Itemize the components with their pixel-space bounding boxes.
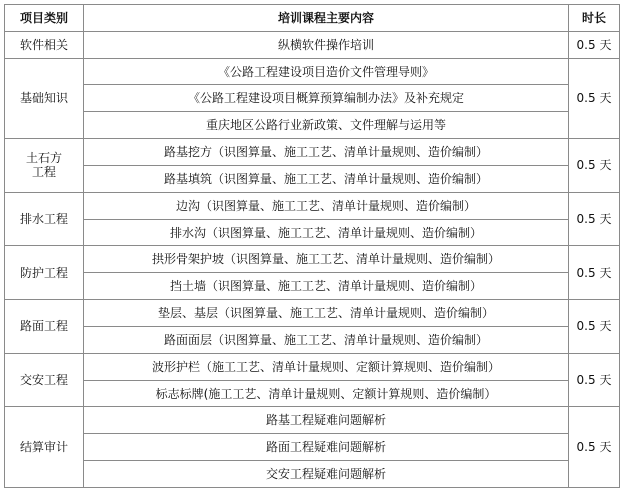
table-row: [5, 300, 620, 327]
content-cell: 纵横软件操作培训: [84, 31, 569, 58]
header-content: 培训课程主要内容: [84, 5, 569, 32]
category-cell: [5, 139, 84, 193]
table-row: [5, 434, 620, 461]
table-row: [5, 139, 620, 166]
content-cell: 路面面层（识图算量、施工工艺、清单计量规则、造价编制）: [84, 326, 569, 353]
category-cell: 路面工程: [5, 300, 84, 354]
category-cell: 防护工程: [5, 246, 84, 300]
duration-cell: 0.5 天: [569, 407, 620, 488]
content-cell: 《公路工程建设项目造价文件管理导则》: [84, 58, 569, 85]
content-cell: 标志标牌(施工工艺、清单计量规则、定额计算规则、造价编制）: [84, 380, 569, 407]
duration-cell: 0.5 天: [569, 353, 620, 407]
table-row: [5, 165, 620, 192]
duration-cell: 0.5 天: [569, 31, 620, 58]
category-line: 工程: [31, 165, 56, 180]
table-row: [5, 112, 620, 139]
content-cell: 路面工程疑难问题解析: [84, 434, 569, 461]
table-row: [5, 219, 620, 246]
content-cell: 路基挖方（识图算量、施工工艺、清单计量规则、造价编制）: [84, 139, 569, 166]
content-cell: 路基工程疑难问题解析: [84, 407, 569, 434]
table-row: [5, 246, 620, 273]
duration-cell: 0.5 天: [569, 58, 620, 138]
content-cell: 重庆地区公路行业新政策、文件理解与运用等: [84, 112, 569, 139]
table-row: [5, 273, 620, 300]
duration-cell: 0.5 天: [569, 139, 620, 193]
content-cell: 排水沟（识图算量、施工工艺、清单计量规则、造价编制）: [84, 219, 569, 246]
content-cell: 交安工程疑难问题解析: [84, 461, 569, 488]
category-line: 土石方: [25, 151, 62, 166]
training-course-table: [4, 4, 620, 488]
category-cell: 交安工程: [5, 353, 84, 407]
duration-cell: 0.5 天: [569, 300, 620, 354]
header-duration: 时长: [569, 5, 620, 32]
duration-cell: 0.5 天: [569, 246, 620, 300]
table-row: [5, 31, 620, 58]
content-cell: 挡土墙（识图算量、施工工艺、清单计量规则、造价编制）: [84, 273, 569, 300]
content-cell: 路基填筑（识图算量、施工工艺、清单计量规则、造价编制）: [84, 165, 569, 192]
category-cell: 基础知识: [5, 58, 84, 138]
content-cell: 垫层、基层（识图算量、施工工艺、清单计量规则、造价编制）: [84, 300, 569, 327]
category-cell: 结算审计: [5, 407, 84, 488]
table-row: [5, 380, 620, 407]
content-cell: 波形护栏（施工工艺、清单计量规则、定额计算规则、造价编制）: [84, 353, 569, 380]
table-row: [5, 192, 620, 219]
header-category: 项目类别: [5, 5, 84, 32]
content-cell: 边沟（识图算量、施工工艺、清单计量规则、造价编制）: [84, 192, 569, 219]
table-header-row: [5, 5, 620, 32]
table-row: [5, 353, 620, 380]
duration-cell: 0.5 天: [569, 192, 620, 246]
content-cell: 拱形骨架护坡（识图算量、施工工艺、清单计量规则、造价编制）: [84, 246, 569, 273]
table-row: [5, 85, 620, 112]
table-row: [5, 407, 620, 434]
content-cell: 《公路工程建设项目概算预算编制办法》及补充规定: [84, 85, 569, 112]
table-row: [5, 326, 620, 353]
table-row: [5, 461, 620, 488]
table-row: [5, 58, 620, 85]
category-cell: 排水工程: [5, 192, 84, 246]
category-cell: 软件相关: [5, 31, 84, 58]
